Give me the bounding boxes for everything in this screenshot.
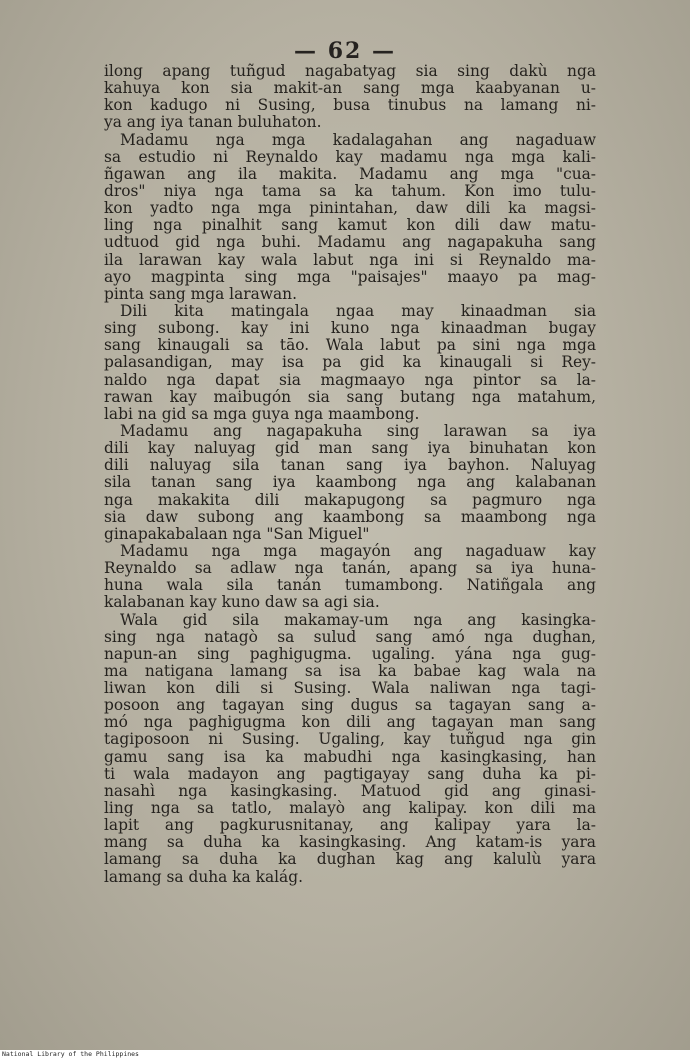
text-line: nasahì nga kasingkasing. Matuod gid ang ginasi-	[104, 781, 596, 800]
text-line: Wala gid sila makamay-um nga ang kasingka-	[120, 610, 596, 629]
text-line: sing subong. kay ini kuno nga kinaadman bugay	[104, 319, 596, 338]
text-line: lamang sa duha ka kalág.	[104, 867, 303, 886]
text-line: ya ang iya tanan buluhaton.	[104, 113, 322, 132]
text-line: dili naluyag sila tanan sang iya bayhon. Naluyag	[104, 456, 596, 475]
text-line: ñgawan ang ila makita. Madamu ang mga "cua-	[104, 164, 596, 183]
text-line: sia daw subong ang kaambong sa maambong nga	[104, 507, 596, 526]
text-line: gamu sang isa ka mabudhi nga kasingkasing, han	[104, 747, 596, 766]
text-line: dros" niya nga tama sa ka tahum. Kon imo tulu-	[104, 181, 596, 200]
text-line: kon yadto nga mga pinintahan, daw dili ka magsi-	[104, 199, 596, 218]
text-line: naldo nga dapat sia magmaayo nga pintor sa la-	[104, 370, 596, 389]
text-line: ginapakabalaan nga "San Miguel"	[104, 524, 370, 543]
text-line: Dili kita matingala ngaa may kinaadman sia	[120, 301, 596, 320]
text-line: mang sa duha ka kasingkasing. Ang katam-is yara	[104, 833, 596, 852]
text-line: sing nga natagò sa sulud sang amó nga dughan,	[104, 627, 596, 646]
text-line: pinta sang mga larawan.	[104, 284, 297, 303]
text-line: tagiposoon ni Susing. Ugaling, kay tuñgud nga gin	[104, 730, 596, 749]
text-line: napun-an sing paghigugma. ugaling. yána nga gug-	[104, 644, 596, 663]
text-line: Madamu nga mga magayón ang nagaduaw kay	[120, 541, 596, 560]
text-line: nga makakita dili makapugong sa pagmuro nga	[104, 490, 596, 509]
text-line: kahuya kon sia makit-an sang mga kaabyanan u-	[104, 79, 596, 98]
text-line: ling nga pinalhit sang kamut kon dili daw matu-	[104, 216, 596, 235]
text-line: palasandigan, may isa pa gid ka kinaugali si Rey-	[104, 353, 596, 372]
text-line: ling nga sa tatlo, malayò ang kalipay. kon dili ma	[104, 799, 596, 818]
text-line: lapit ang pagkurusnitanay, ang kalipay yara la-	[104, 816, 596, 835]
text-line: kalabanan kay kuno daw sa agi sia.	[104, 593, 380, 612]
text-line: udtuod gid nga buhi. Madamu ang nagapakuha sang	[104, 233, 596, 252]
text-line: mó nga paghigugma kon dili ang tagayan man sang	[104, 713, 596, 732]
text-line: lamang sa duha ka dughan kag ang kalulù yara	[104, 850, 596, 869]
text-line: liwan kon dili si Susing. Wala naliwan nga tagi-	[104, 679, 596, 698]
text-line: ayo magpinta sing mga "paisajes" maayo pa mag-	[104, 267, 596, 286]
text-line: labi na gid sa mga guya nga maambong.	[104, 404, 420, 423]
text-line: Madamu ang nagapakuha sing larawan sa iya	[120, 421, 596, 440]
footer-bar	[0, 1050, 690, 1058]
page-number: — 62 —	[294, 38, 396, 64]
text-line: ma natigana lamang sa isa ka babae kag wala na	[104, 661, 596, 680]
text-line: dili kay naluyag gid man sang iya binuhatan kon	[104, 439, 596, 458]
footer-credit: National Library of the Philippines	[2, 1050, 139, 1058]
body-text	[104, 63, 596, 886]
text-line: kon kadugo ni Susing, busa tinubus na lamang ni-	[104, 96, 596, 115]
text-line: rawan kay maibugón sia sang butang nga matahum,	[104, 387, 596, 406]
text-line: sang kinaugali sa tāo. Wala labut pa sini nga mga	[104, 336, 596, 355]
text-line: posoon ang tagayan sing dugus sa tagayan sang a-	[104, 696, 596, 715]
text-line: Reynaldo sa adlaw nga tanán, apang sa iya huna-	[104, 559, 596, 578]
text-line: huna wala sila tanán tumambong. Natiñgala ang	[104, 576, 596, 595]
text-line: ila larawan kay wala labut nga ini si Reynaldo ma-	[104, 250, 596, 269]
text-line: sa estudio ni Reynaldo kay madamu nga mga kali-	[104, 147, 596, 166]
text-line: sila tanan sang iya kaambong nga ang kalabanan	[104, 473, 596, 492]
text-line: ilong apang tuñgud nagabatyag sia sing dakù nga	[104, 62, 596, 80]
text-line: ti wala madayon ang pagtigayay sang duha ka pi-	[104, 764, 596, 783]
text-line: Madamu nga mga kadalagahan ang nagaduaw	[120, 130, 596, 149]
